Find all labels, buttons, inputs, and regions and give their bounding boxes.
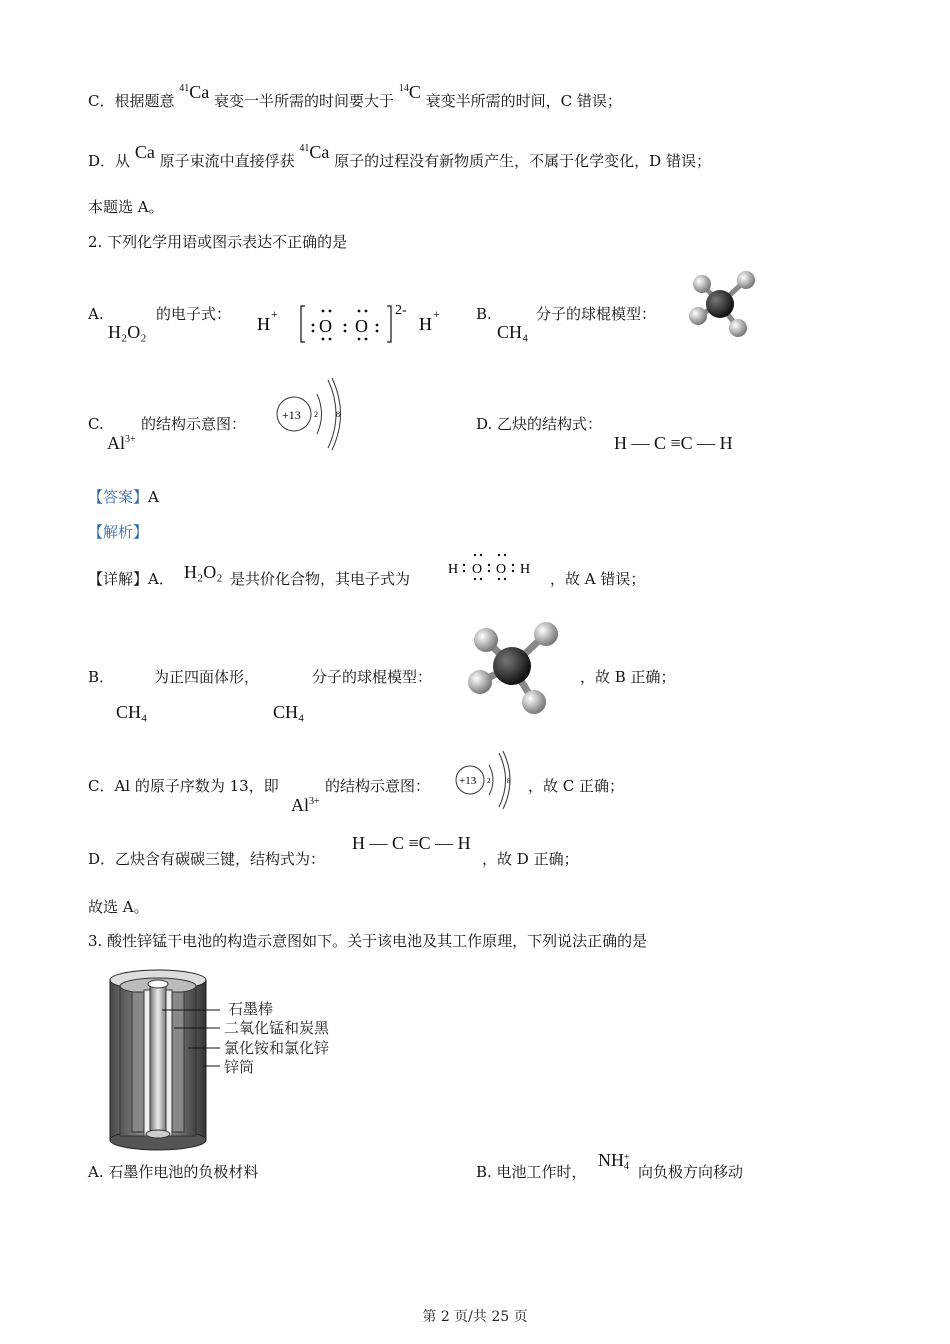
q2-option-c-text: 的结构示意图：: [141, 415, 247, 433]
svg-text:+: +: [433, 307, 440, 321]
h2o2-covalent-electron-formula: [444, 550, 544, 584]
prev-conclusion: 本题选 A。: [88, 198, 164, 216]
detail-a-text: 是共价化合物，其电子式为: [230, 570, 411, 588]
detail-a: 【详解】A．: [88, 570, 174, 588]
q3-option-b-suffix: 向负极方向移动: [638, 1163, 744, 1181]
svg-text:O: O: [355, 316, 368, 336]
detail-d-prefix: D．乙炔含有碳碳三键，结构式为：: [88, 850, 326, 868]
svg-text:H: H: [520, 562, 531, 577]
al-structure-diagram-small: [272, 372, 352, 454]
h2o2-ionic-electron-formula: [255, 298, 455, 348]
svg-text:2: 2: [487, 777, 491, 785]
detail-c-prefix: C．Al 的原子序数为 13，即: [88, 777, 279, 795]
option-c-prev: C．根据题意 $^{41}$Ca 衰变一半所需的时间要大于 $^{14}$C 衰变半所需的时间，C 错误；: [88, 82, 622, 110]
option-d-prev: D．从 Ca 原子束流中直接俘获 $^{41}$Ca 原子的过程没有新物质产生，不属于化学变化，D 错误；: [88, 142, 711, 170]
label-zinc-can: 锌筒: [224, 1058, 255, 1076]
final-choice: 故选 A。: [88, 898, 149, 916]
svg-text:O: O: [472, 562, 483, 577]
h2o2-charge: 2-: [395, 303, 407, 318]
answer-line: 【答案】A: [88, 488, 159, 506]
q3-option-a: A. 石墨作电池的负极材料: [88, 1163, 259, 1181]
detail-a-formula: H₂O₂: [184, 562, 223, 582]
svg-text:2: 2: [314, 410, 318, 419]
q2-option-a-label: A.: [88, 305, 104, 323]
svg-text:H: H: [257, 314, 270, 334]
acetylene-structural-formula: H — C ≡C — H: [614, 433, 733, 453]
ch4-ball-stick-model-large: [460, 618, 570, 722]
q2-stem: 2. 下列化学用语或图示表达不正确的是: [88, 233, 348, 251]
detail-c-text: 的结构示意图：: [325, 777, 431, 795]
ch4-ball-stick-model-small: [682, 266, 766, 346]
q2-option-b-label: B.: [476, 305, 492, 323]
q2-option-c-label: C.: [88, 415, 104, 433]
q2-option-a-text: 的电子式：: [156, 305, 232, 323]
svg-text:+: +: [271, 307, 278, 321]
detail-c-formula: $Al^{3+}$: [291, 795, 320, 815]
detail-d-suffix: ，故 D 正确；: [482, 850, 579, 868]
detail-b-formula2: CH₄: [273, 702, 305, 722]
al-structure-diagram-large: [452, 745, 522, 811]
svg-text:8: 8: [507, 777, 511, 785]
q2-option-b-text: 分子的球棍模型：: [536, 305, 657, 323]
analysis-tag: 【解析】: [88, 523, 149, 541]
q2-option-a-formula: H₂O₂: [108, 322, 147, 342]
svg-text:O: O: [319, 316, 332, 336]
label-mno2-carbon: 二氧化锰和炭黑: [224, 1019, 330, 1037]
page-footer: 第 2 页/共 25 页: [422, 1309, 528, 1325]
q3-option-b-prefix: B. 电池工作时，: [476, 1163, 587, 1181]
label-graphite-rod: 石墨棒: [228, 1000, 274, 1018]
svg-text:H: H: [448, 562, 459, 577]
q2-option-d-label: D. 乙炔的结构式：: [476, 415, 603, 433]
label-nh4cl-zncl2: 氯化铵和氯化锌: [224, 1039, 330, 1057]
detail-b-formula1: CH₄: [116, 702, 148, 722]
detail-a-suffix: ，故 A 错误；: [550, 570, 646, 588]
answer-tag: 【答案】: [88, 488, 149, 506]
q2-option-c-formula: $Al^{3+}$: [107, 433, 136, 453]
svg-text:H: H: [419, 314, 432, 334]
q3-option-b-formula: NH+ 4: [598, 1150, 630, 1172]
detail-d-structural-formula: H — C ≡C — H: [352, 833, 471, 853]
svg-text:O: O: [496, 562, 507, 577]
detail-b-text2: 分子的球棍模型：: [312, 668, 433, 686]
svg-text:+13: +13: [459, 775, 477, 787]
detail-b-suffix: ，故 B 正确；: [580, 668, 676, 686]
detail-c-suffix: ，故 C 正确；: [528, 777, 625, 795]
detail-b-prefix: B．: [88, 668, 115, 686]
q3-stem: 3. 酸性锌锰干电池的构造示意图如下。关于该电池及其工作原理，下列说法正确的是: [88, 932, 648, 950]
nucleus-label: +13: [282, 408, 301, 422]
detail-b-text1: 为正四面体形，: [154, 668, 260, 686]
q2-option-b-formula: CH₄: [497, 322, 529, 342]
svg-text:8: 8: [336, 410, 340, 419]
